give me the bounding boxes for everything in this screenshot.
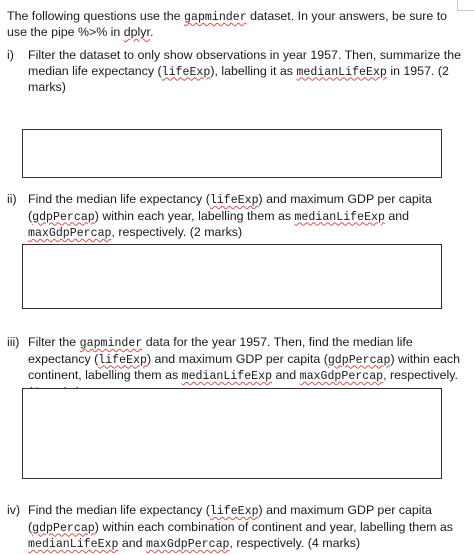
code-lifeExp: lifeExp bbox=[209, 194, 259, 207]
question-number: i) bbox=[7, 48, 14, 62]
code-gapminder: gapminder bbox=[79, 337, 143, 350]
code-medianLifeExp: medianLifeExp bbox=[296, 65, 387, 79]
answer-box-1[interactable] bbox=[22, 129, 442, 178]
question-number: iii) bbox=[7, 335, 20, 349]
intro-text: The following questions use the bbox=[7, 9, 185, 23]
question-number: ii) bbox=[7, 192, 17, 206]
code-gapminder: gapminder bbox=[184, 11, 247, 24]
code-medianLifeExp: medianLifeExp bbox=[181, 370, 273, 383]
question-4 bbox=[7, 503, 462, 553]
question-text: Find the median life expectancy (lifeExp) and maximum GDP per capita (gdpPercap) within each year, labelling them as medianLifeExp and maxGdpPercap, respectively. (2 marks) bbox=[28, 192, 432, 240]
answer-box-2[interactable] bbox=[22, 244, 442, 309]
code-lifeExp: lifeExp bbox=[209, 505, 259, 518]
question-2 bbox=[7, 192, 462, 242]
question-number: iv) bbox=[7, 503, 21, 517]
question-text: Filter the gapminder data for the year 1957. Then, find the median life expectancy (lifeExp) and maximum GDP per capita (gdpPercap) within each continent, labelling them as medianLifeExp and maxGdpPercap, respectively. bbox=[28, 335, 461, 383]
answer-box-3[interactable] bbox=[22, 388, 442, 479]
code-medianLifeExp: medianLifeExp bbox=[28, 538, 119, 551]
question-text: Find the median life expectancy (lifeExp) and maximum GDP per capita (gdpPercap) within each combination of continent and year, labelling them as medianLifeExp and maxGdpPercap, respectively. (4 marks) bbox=[28, 503, 453, 551]
intro-text: . bbox=[149, 25, 154, 39]
code-maxGdpPercap: maxGdpPercap bbox=[28, 227, 112, 240]
intro-paragraph bbox=[7, 9, 462, 40]
code-gdpPercap: gdpPercap bbox=[32, 521, 95, 535]
code-maxGdpPercap: maxGdpPercap bbox=[299, 370, 384, 383]
code-maxGdpPercap: maxGdpPercap bbox=[146, 538, 230, 551]
code-lifeExp: lifeExp bbox=[161, 65, 211, 79]
code-gdpPercap: gdpPercap bbox=[32, 210, 95, 224]
question-text: Filter the dataset to only show observations in year 1957. Then, summarize the median life expectancy (lifeExp), labelling it as medianLifeExp in 1957. (2 marks) bbox=[28, 48, 461, 94]
intro-text: dataset. In your answers, be sure to use the pipe %>% in bbox=[7, 9, 448, 39]
word-dplyr: dplyr bbox=[123, 25, 150, 39]
code-lifeExp: lifeExp bbox=[98, 353, 147, 367]
code-gdpPercap: gdpPercap bbox=[327, 353, 391, 367]
code-medianLifeExp: medianLifeExp bbox=[294, 210, 385, 224]
question-1 bbox=[7, 48, 462, 96]
